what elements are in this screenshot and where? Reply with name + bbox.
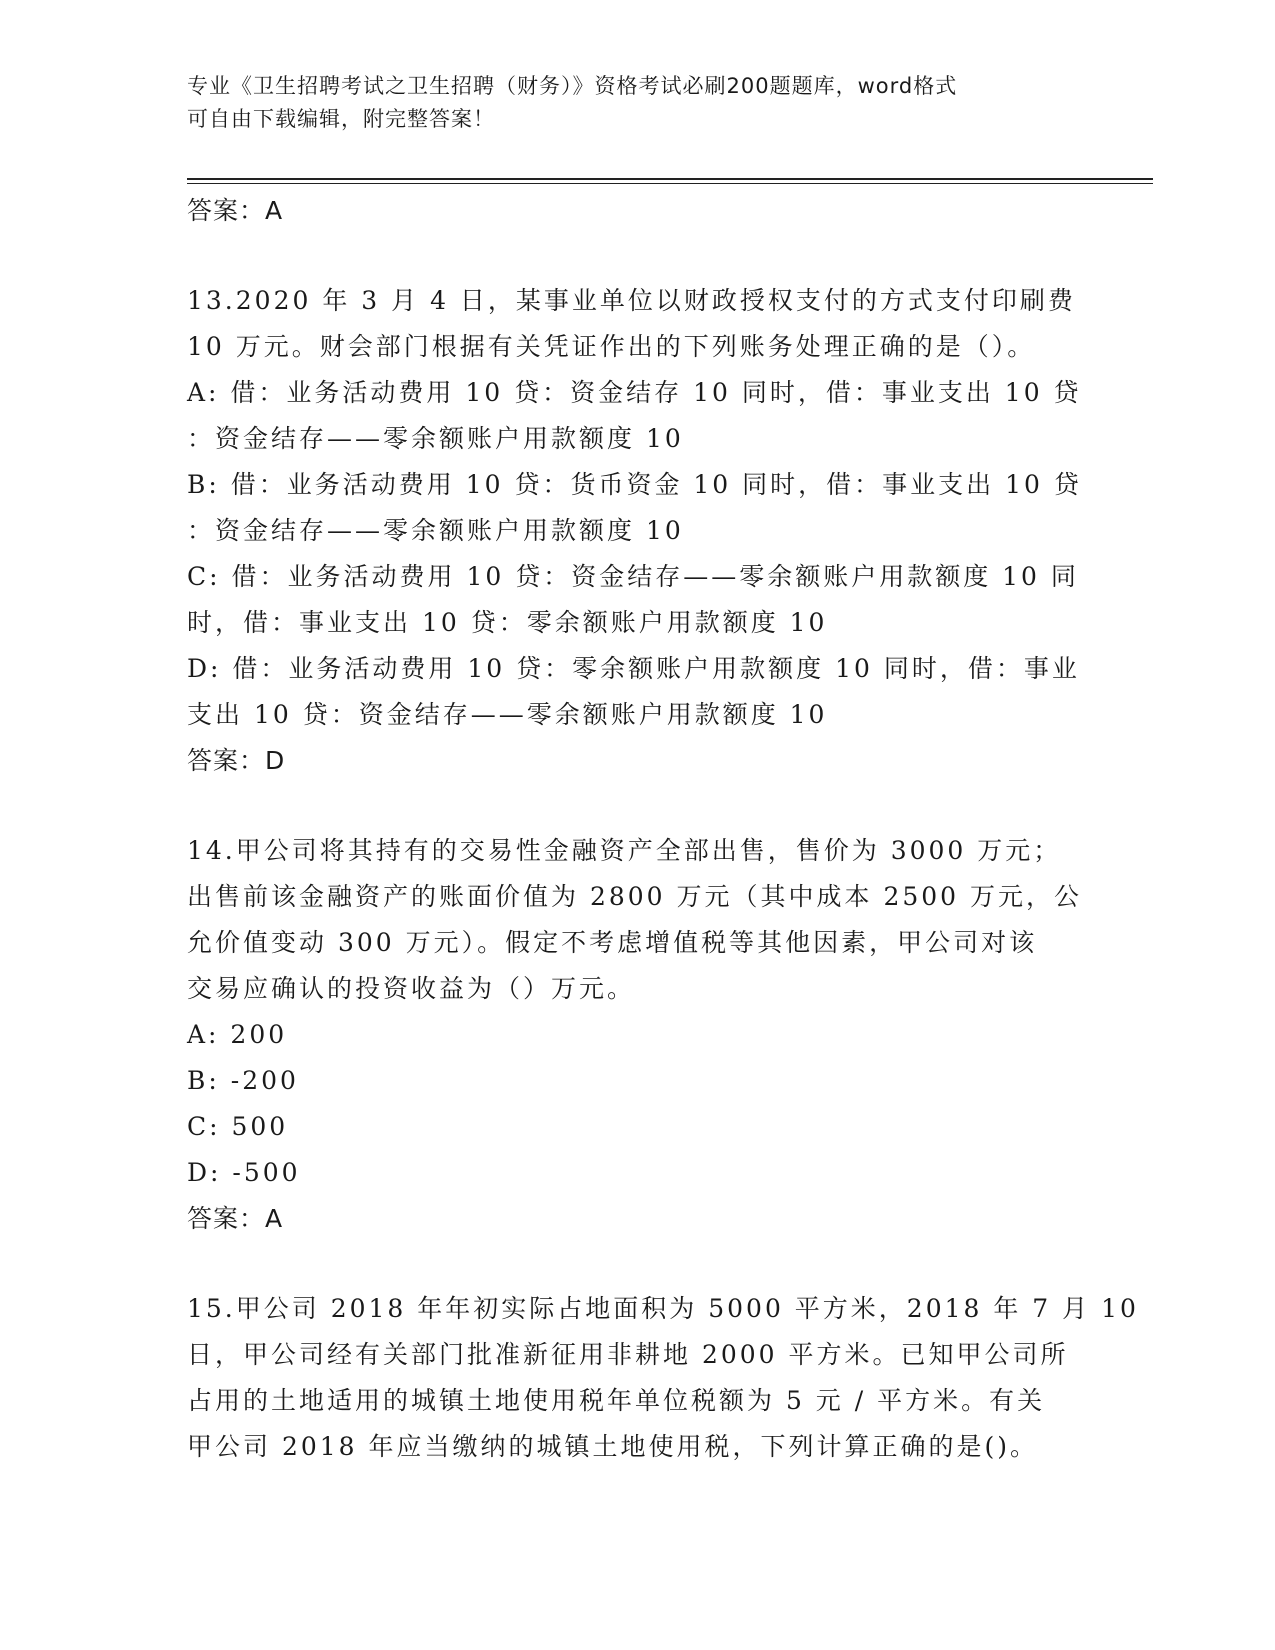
question-14-option-c: C: 500 (187, 1112, 289, 1141)
question-13-option-a: A: 借：业务活动费用 10 贷：资金结存 10 同时，借：事业支出 10 贷 (187, 378, 1082, 407)
question-13-option-d-cont: 支出 10 贷：资金结存——零余额账户用款额度 10 (187, 700, 828, 729)
question-15-stem-line: 占用的土地适用的城镇土地使用税年单位税额为 5 元 / 平方米。有关 (187, 1386, 1046, 1415)
spacer (187, 234, 1067, 278)
spacer (187, 784, 1067, 828)
question-14-stem-line: 允价值变动 300 万元）。假定不考虑增值税等其他因素，甲公司对该 (187, 928, 1038, 957)
question-14-stem-line: 交易应确认的投资收益为（）万元。 (187, 974, 636, 1003)
question-14-option-b: B: -200 (187, 1066, 299, 1095)
question-14 (187, 828, 1083, 1242)
question-13 (187, 278, 1082, 784)
header-rule-thick (187, 178, 1153, 180)
question-15-stem-line: 甲公司 2018 年应当缴纳的城镇土地使用税，下列计算正确的是()。 (187, 1432, 1039, 1461)
question-13-option-d: D: 借：业务活动费用 10 贷：零余额账户用款额度 10 同时，借：事业 (187, 654, 1080, 683)
document-header (187, 70, 1067, 136)
spacer (187, 1242, 1067, 1286)
question-13-option-c: C: 借：业务活动费用 10 贷：资金结存——零余额账户用款额度 10 同 (187, 562, 1079, 591)
question-14-answer: 答案：A (187, 1204, 284, 1233)
question-13-answer: 答案：D (187, 746, 286, 775)
question-13-option-b: B: 借：业务活动费用 10 贷：货币资金 10 同时，借：事业支出 10 贷 (187, 470, 1082, 499)
question-14-stem-line: 出售前该金融资产的账面价值为 2800 万元（其中成本 2500 万元，公 (187, 882, 1083, 911)
question-14-stem-line: 14.甲公司将其持有的交易性金融资产全部出售，售价为 3000 万元； (187, 836, 1062, 865)
question-13-option-c-cont: 时，借：事业支出 10 贷：零余额账户用款额度 10 (187, 608, 828, 637)
question-15 (187, 1286, 1139, 1470)
header-line-2: 可自由下载编辑，附完整答案！ (187, 107, 495, 131)
prev-answer: 答案：A (187, 196, 284, 225)
question-14-option-d: D: -500 (187, 1158, 301, 1187)
question-13-stem-line: 13.2020 年 3 月 4 日，某事业单位以财政授权支付的方式支付印刷费 (187, 286, 1076, 315)
header-line-1: 专业《卫生招聘考试之卫生招聘（财务）》资格考试必刷200题题库，word格式 (187, 74, 958, 98)
question-13-stem-line: 10 万元。财会部门根据有关凭证作出的下列账务处理正确的是（）。 (187, 332, 1036, 361)
question-13-option-a-cont: ：资金结存——零余额账户用款额度 10 (187, 424, 684, 453)
question-15-stem-line: 日，甲公司经有关部门批准新征用非耕地 2000 平方米。已知甲公司所 (187, 1340, 1069, 1369)
question-13-option-b-cont: ：资金结存——零余额账户用款额度 10 (187, 516, 684, 545)
document-body (187, 188, 1139, 1470)
header-rule-thin (187, 183, 1153, 184)
question-14-option-a: A: 200 (187, 1020, 288, 1049)
question-15-stem-line: 15.甲公司 2018 年年初实际占地面积为 5000 平方米，2018 年 7 月 10 (187, 1294, 1139, 1323)
